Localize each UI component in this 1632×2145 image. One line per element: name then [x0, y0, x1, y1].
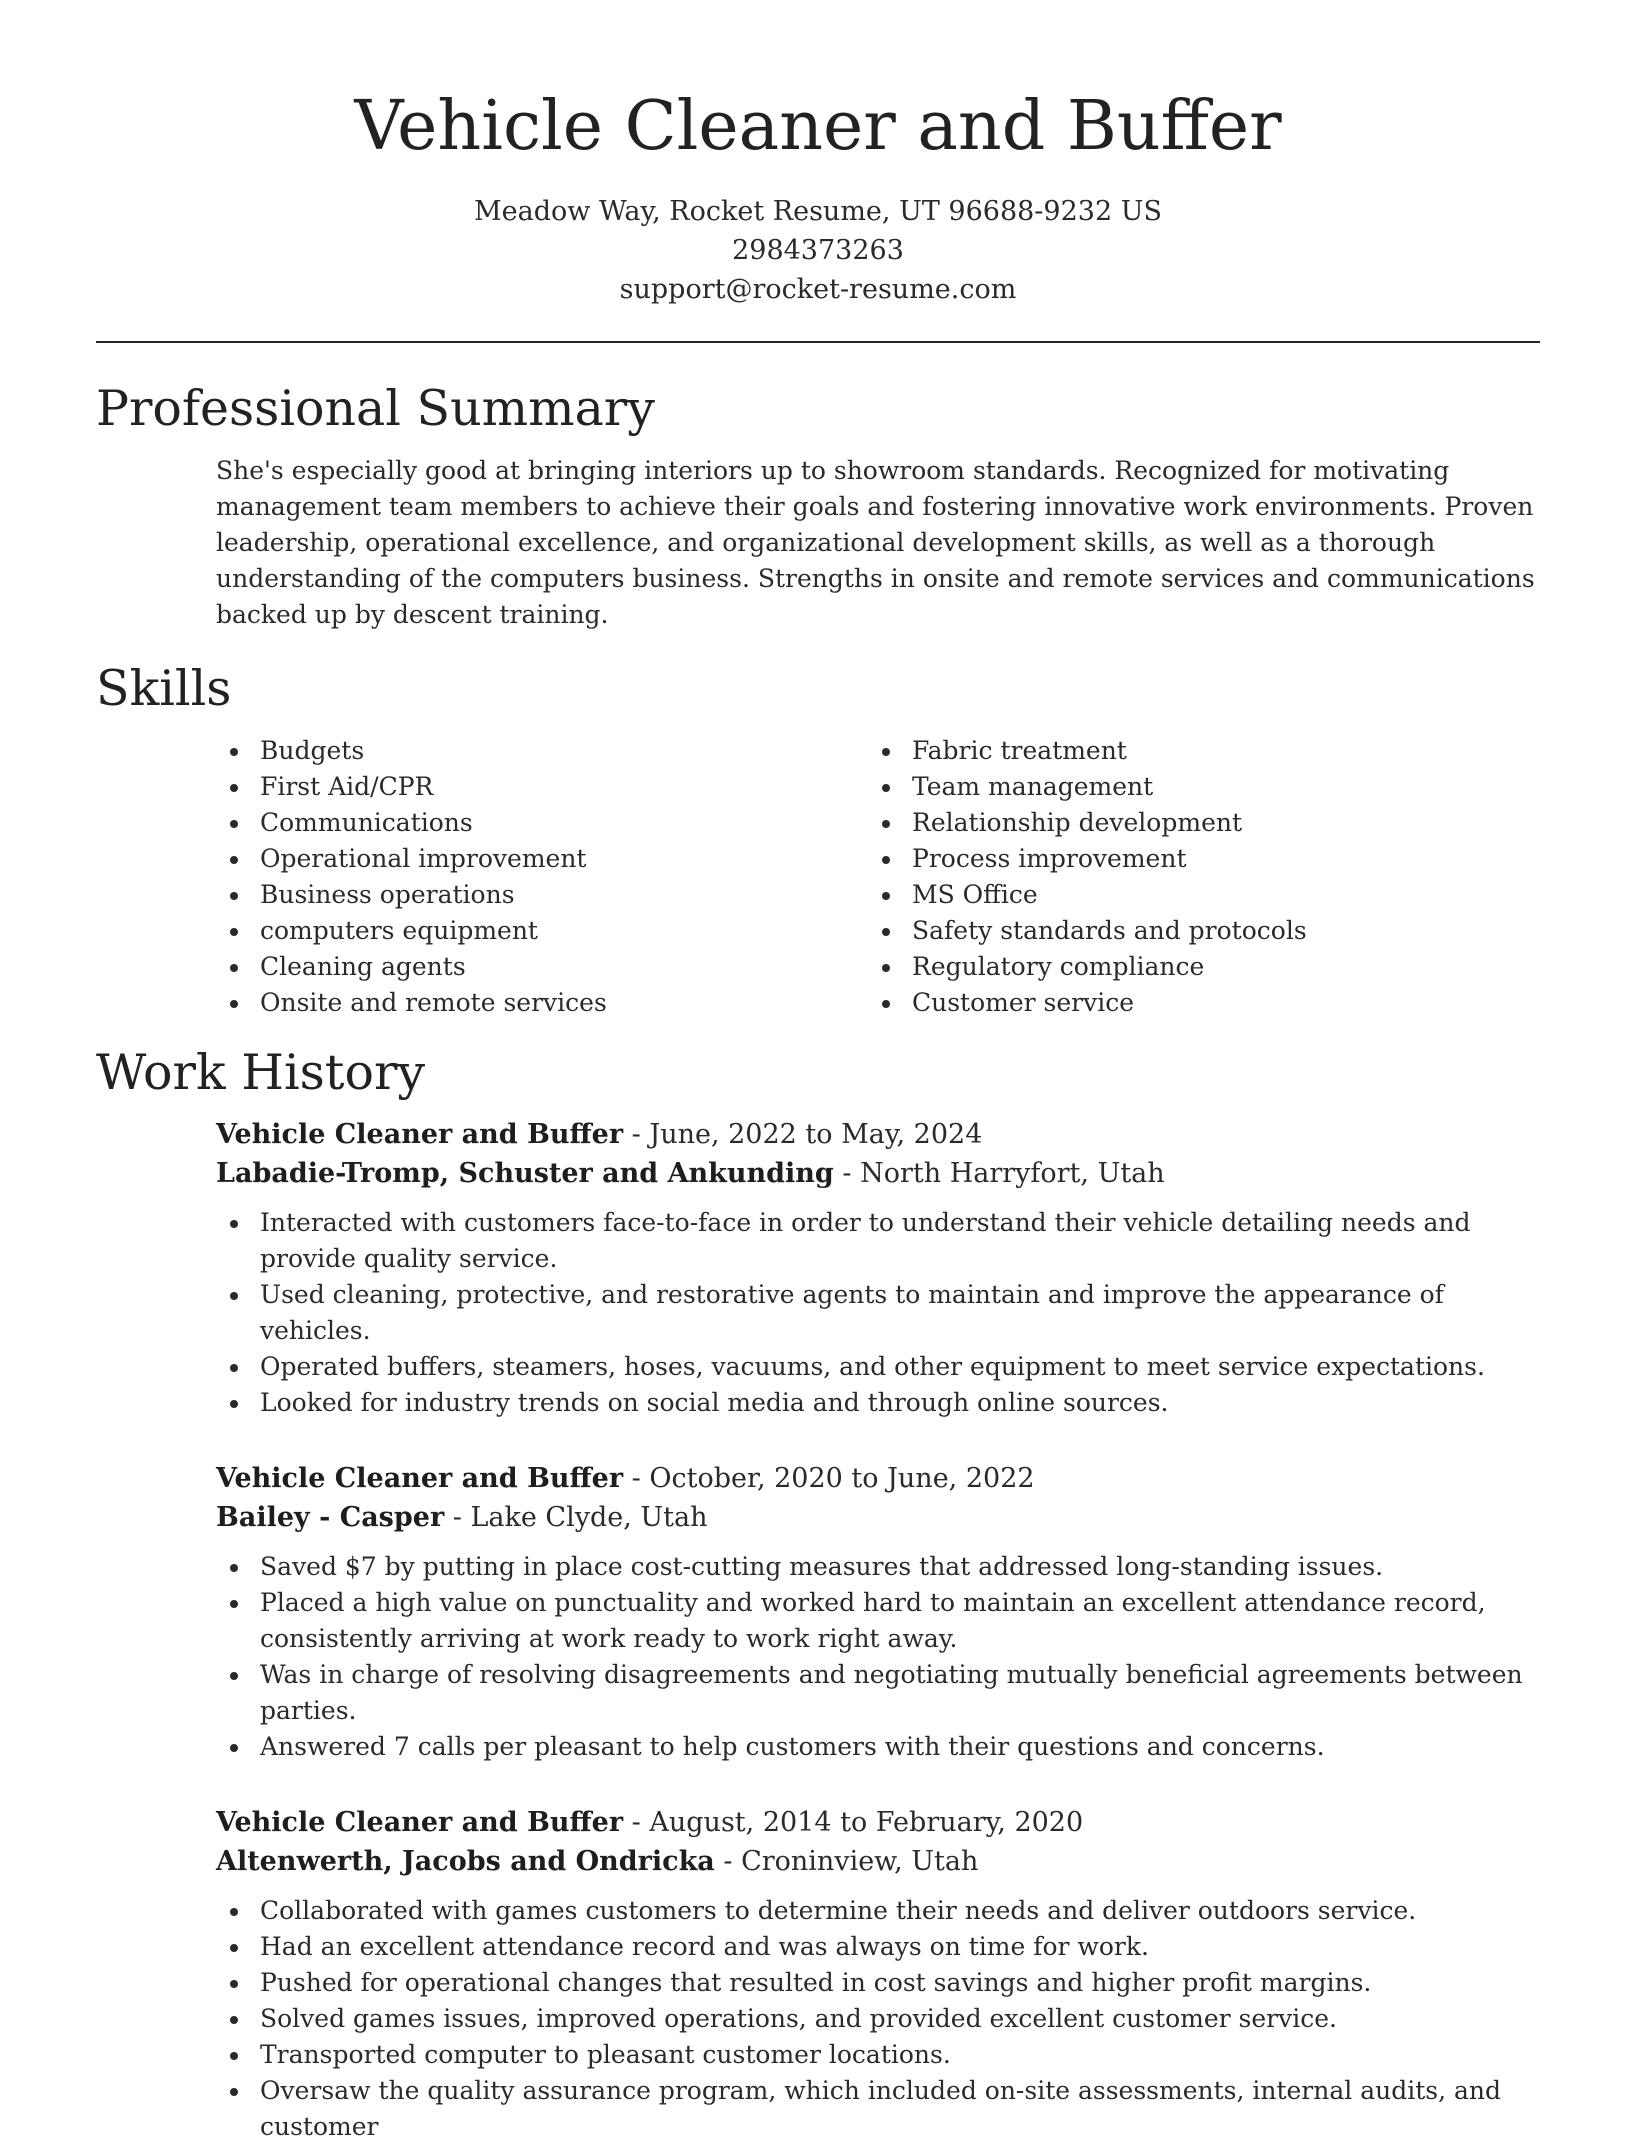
skill-item: Customer service [868, 985, 1520, 1021]
job-bullets [216, 1205, 1540, 1421]
skill-item: computers equipment [216, 913, 868, 949]
job-location: - Lake Clyde, Utah [444, 1502, 708, 1533]
job-dates: - October, 2020 to June, 2022 [623, 1463, 1035, 1494]
job-location: - North Harryfort, Utah [833, 1158, 1165, 1189]
skill-item: Relationship development [868, 805, 1520, 841]
skill-item: MS Office [868, 877, 1520, 913]
skill-item: Fabric treatment [868, 733, 1520, 769]
job-bullet: Was in charge of resolving disagreements and negotiating mutually beneficial agreements between parties. [216, 1657, 1540, 1729]
contact-block [96, 192, 1540, 309]
summary-heading: Professional Summary [96, 380, 655, 437]
job-title-line [216, 1115, 1540, 1154]
job-title-line [216, 1459, 1540, 1498]
resume-header [96, 0, 1540, 309]
job-bullets [216, 1893, 1540, 2145]
skill-item: First Aid/CPR [216, 769, 868, 805]
job-bullet: Placed a high value on punctuality and worked hard to maintain an excellent attendance record, consistently arriving at work ready to work right away. [216, 1585, 1540, 1657]
skill-item: Operational improvement [216, 841, 868, 877]
job-company-line [216, 1154, 1540, 1193]
job-company-line [216, 1498, 1540, 1537]
job-company: Altenwerth, Jacobs and Ondricka [216, 1846, 715, 1877]
skill-item: Onsite and remote services [216, 985, 868, 1021]
job-dates: - August, 2014 to February, 2020 [623, 1807, 1084, 1838]
job-entry [216, 1115, 1540, 1421]
job-company: Bailey - Casper [216, 1502, 445, 1533]
job-bullet: Answered 7 calls per pleasant to help customers with their questions and concerns. [216, 1729, 1540, 1765]
skills-list [216, 733, 1540, 1021]
skills-heading: Skills [96, 660, 232, 717]
skill-item: Budgets [216, 733, 868, 769]
job-bullet: Saved $7 by putting in place cost-cutting measures that addressed long-standing issues. [216, 1549, 1540, 1585]
job-bullet: Solved games issues, improved operations, and provided excellent customer service. [216, 2001, 1540, 2037]
skill-item: Communications [216, 805, 868, 841]
skill-item: Safety standards and protocols [868, 913, 1520, 949]
job-bullet: Looked for industry trends on social media and through online sources. [216, 1385, 1540, 1421]
resume-page [96, 0, 1540, 2141]
job-bullet: Oversaw the quality assurance program, which included on-site assessments, internal audits, and customer [216, 2073, 1540, 2145]
job-bullets [216, 1549, 1540, 1765]
header-divider [96, 341, 1540, 343]
candidate-name: Vehicle Cleaner and Buffer [354, 87, 1282, 166]
job-company-line [216, 1842, 1540, 1881]
skill-item: Process improvement [868, 841, 1520, 877]
job-title: Vehicle Cleaner and Buffer [216, 1807, 624, 1838]
job-bullet: Transported computer to pleasant customer locations. [216, 2037, 1540, 2073]
skill-item: Regulatory compliance [868, 949, 1520, 985]
job-entry [216, 1459, 1540, 1765]
job-title: Vehicle Cleaner and Buffer [216, 1119, 624, 1150]
work-history-heading: Work History [96, 1044, 426, 1101]
job-company: Labadie-Tromp, Schuster and Ankunding [216, 1158, 834, 1189]
job-bullet: Had an excellent attendance record and was always on time for work. [216, 1929, 1540, 1965]
contact-address: Meadow Way, Rocket Resume, UT 96688-9232 US [474, 196, 1162, 227]
contact-email: support@rocket-resume.com [619, 274, 1017, 305]
summary-text: She's especially good at bringing interiors up to showroom standards. Recognized for motivating management team members to achieve their goals and fostering innovative work environments. Proven leadership, operational excellence, and organizational development skills, as well as a thorough understanding of the computers business. Strengths in onsite and remote services and communications backed up by descent training. [216, 456, 1535, 629]
contact-phone: 2984373263 [732, 235, 904, 266]
job-bullet: Pushed for operational changes that resulted in cost savings and higher profit margins. [216, 1965, 1540, 2001]
job-dates: - June, 2022 to May, 2024 [623, 1119, 983, 1150]
skill-item: Cleaning agents [216, 949, 868, 985]
job-bullet: Collaborated with games customers to determine their needs and deliver outdoors service. [216, 1893, 1540, 1929]
job-bullet: Interacted with customers face-to-face in order to understand their vehicle detailing needs and provide quality service. [216, 1205, 1540, 1277]
job-location: - Croninview, Utah [714, 1846, 979, 1877]
job-entry [216, 1803, 1540, 2145]
job-bullet: Operated buffers, steamers, hoses, vacuums, and other equipment to meet service expectations. [216, 1349, 1540, 1385]
skills-column-left [216, 733, 868, 1021]
job-title-line [216, 1803, 1540, 1842]
skill-item: Business operations [216, 877, 868, 913]
skills-column-right [868, 733, 1520, 1021]
job-bullet: Used cleaning, protective, and restorative agents to maintain and improve the appearance of vehicles. [216, 1277, 1540, 1349]
skill-item: Team management [868, 769, 1520, 805]
job-title: Vehicle Cleaner and Buffer [216, 1463, 624, 1494]
